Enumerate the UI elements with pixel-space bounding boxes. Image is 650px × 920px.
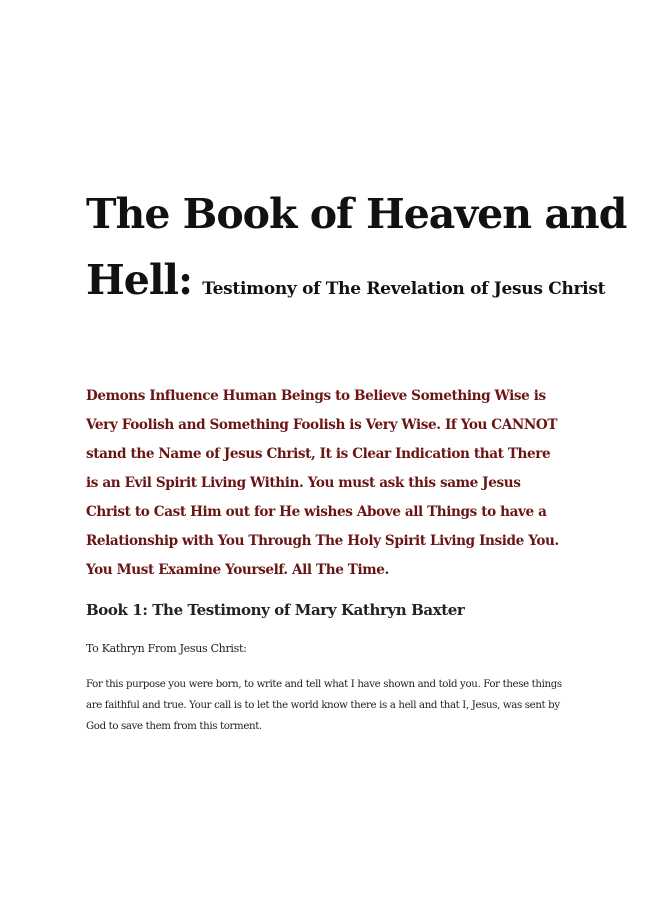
intro-paragraph: Demons Influence Human Beings to Believe Something Wise is Very Foolish and Something Foolish is Very Wise. If You CANNOT stand the Name of Jesus Christ, It is Clear Indication that There is an Evil Spirit Living Within. You must ask this same Jesus Christ to Cast Him out for He wishes Above all Things to have a Relationship with You Through The Holy Spirit Living Inside You. You Must Examine Yourself. All The Time. [86,388,559,578]
body-paragraph: For this purpose you were born, to write and tell what I have shown and told you. For these things are faithful and true. Your call is to let the world know there is a hell and that I, Jesus, was sent by God to save them from this torment. [86,679,562,732]
document-title [86,178,626,319]
salutation-line: To Kathryn From Jesus Christ: [86,642,247,655]
title-line-1: The Book of Heaven and [86,190,627,238]
title-subtitle: Testimony of The Revelation of Jesus Christ [202,279,606,299]
section-heading: Book 1: The Testimony of Mary Kathryn Baxter [86,601,465,619]
title-line-2 [86,250,626,319]
title-line-2-main: Hell: [86,256,193,304]
